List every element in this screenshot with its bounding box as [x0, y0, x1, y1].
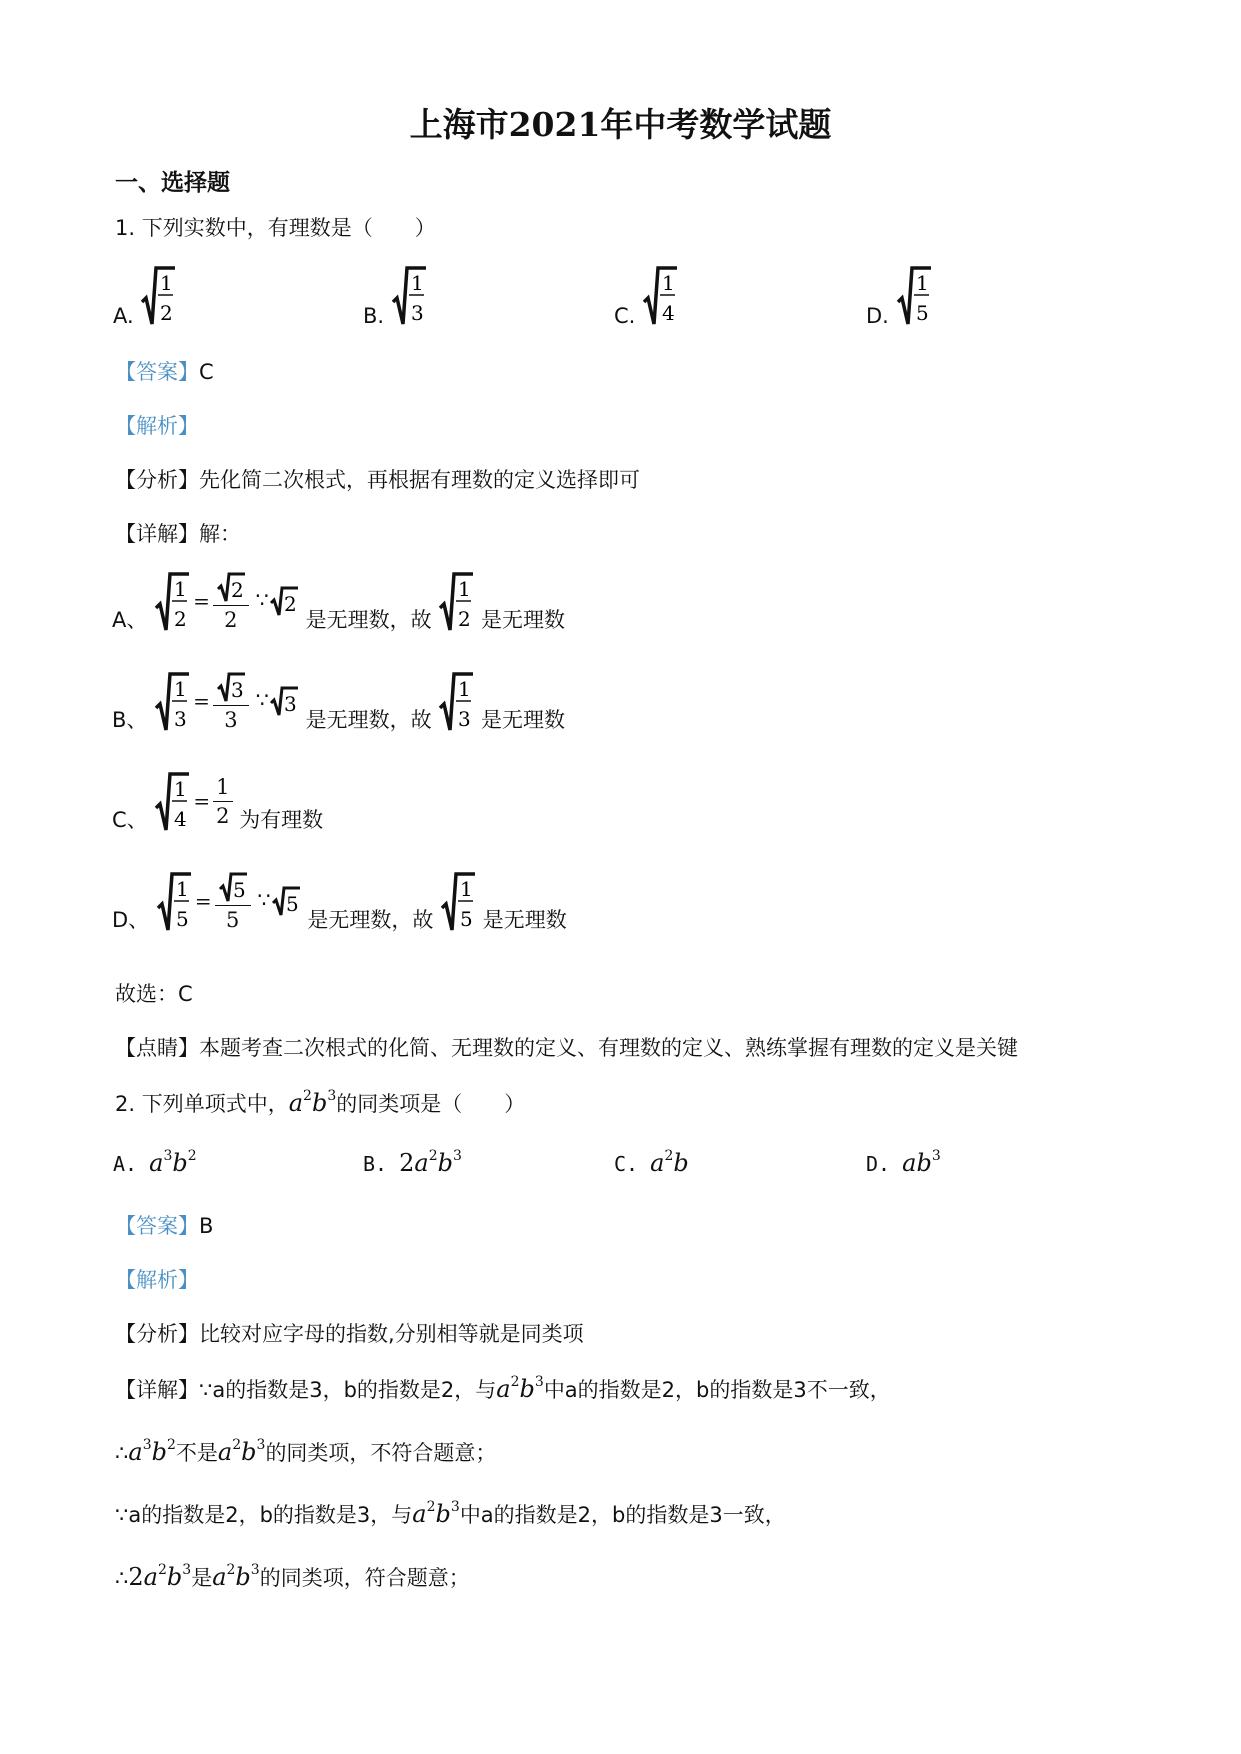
q1-option-c — [614, 262, 678, 328]
rad-num: 1 — [160, 271, 174, 295]
q2-option-c: C. $a^2b$ — [614, 1148, 689, 1177]
rad-den: 2 — [160, 301, 174, 325]
svg-text:1: 1 — [458, 677, 472, 701]
q2-option-d: D. $ab^3$ — [866, 1148, 941, 1177]
q2-detail-1: 【详解】∵a的指数是3，b的指数是2，与$a^2b^3$中a的指数是2，b的指数是3不一致， — [115, 1374, 891, 1403]
q1-stem: 1. 下列实数中，有理数是（ ） — [115, 216, 436, 240]
q1-detail-a: A、 1 2 = $\frac{2}{2}$ ∵ 2 是无理数，故 1 2 是无理数 — [112, 568, 565, 634]
svg-text:1: 1 — [174, 677, 187, 701]
option-letter: C. — [614, 304, 636, 328]
q1-answer — [115, 356, 214, 386]
q2-answer: 【答案】B — [115, 1214, 214, 1238]
q2-detail-3: ∵a的指数是2，b的指数是3，与$a^2b^3$中a的指数是2，b的指数是3一致， — [115, 1499, 786, 1528]
sqrt-fraction — [438, 568, 474, 634]
detail-label: A、 — [112, 608, 148, 632]
svg-text:1: 1 — [174, 777, 188, 801]
svg-text:2: 2 — [174, 607, 187, 631]
option-letter: B. — [363, 304, 385, 328]
sqrt-fraction — [642, 262, 678, 328]
detail-label: D、 — [112, 908, 150, 932]
q2-detail-2: $\therefore a^3b^2$不是$a^2b^3$的同类项，不符合题意； — [115, 1437, 497, 1466]
answer-tag: 【答案】 — [115, 360, 199, 384]
svg-text:3: 3 — [283, 692, 297, 716]
svg-text:5: 5 — [232, 877, 246, 902]
option-letter: A. — [113, 304, 134, 328]
svg-text:1: 1 — [458, 577, 471, 601]
svg-text:5: 5 — [285, 892, 299, 916]
svg-text:3: 3 — [458, 707, 472, 731]
q1-option-a — [113, 262, 176, 328]
svg-text:5: 5 — [175, 907, 189, 931]
q1-guxuan: 故选：C — [115, 982, 193, 1006]
q2-option-b: B. $2a^2b^3$ — [363, 1148, 462, 1177]
q1-detail-c: C、 1 4 = $\frac{1}{2}$ 为有理数 — [112, 774, 324, 832]
svg-text:1: 1 — [174, 577, 187, 601]
sqrt-fraction — [391, 262, 427, 328]
svg-text:3: 3 — [230, 677, 244, 702]
svg-text:1: 1 — [460, 877, 473, 901]
q2-option-a: A. $a^3b^2$ — [113, 1148, 197, 1177]
option-letter: D. — [866, 304, 889, 328]
svg-text:5: 5 — [460, 907, 473, 931]
rad-num: 1 — [915, 271, 929, 295]
rad-den: 3 — [410, 301, 424, 325]
q1-option-d — [866, 262, 932, 328]
q2-fenxi: 【分析】比较对应字母的指数,分别相等就是同类项 — [115, 1322, 584, 1346]
rad-den: 5 — [915, 301, 929, 325]
q2-detail-4: $\therefore 2a^2b^3$是$a^2b^3$的同类项，符合题意； — [115, 1562, 470, 1591]
sqrt-fraction — [140, 262, 176, 328]
q1-dianjing: 【点睛】本题考查二次根式的化简、无理数的定义、有理数的定义、熟练掌握有理数的定义是关键 — [115, 1036, 1018, 1060]
q2-stem: 2. 下列单项式中，$a^2b^3$的同类项是（ ） — [115, 1088, 526, 1117]
sqrt-fraction — [154, 568, 190, 634]
detail-label: C、 — [112, 808, 148, 832]
q1-xiangjie: 【详解】解： — [115, 522, 241, 546]
q1-detail-b: B、 1 3 = $\frac{3}{3}$ ∵ 3 是无理数，故 1 3 是无理数 — [112, 668, 565, 734]
svg-text:3: 3 — [174, 707, 187, 731]
q1-analysis-tag: 【解析】 — [115, 414, 199, 438]
section-heading: 一、选择题 — [115, 170, 230, 196]
rad-den: 4 — [662, 301, 675, 325]
rationalized-fraction: $\frac{2}{2}$ — [213, 571, 249, 632]
sqrt-fraction — [896, 262, 932, 328]
detail-label: B、 — [112, 708, 148, 732]
q2-analysis-tag: 【解析】 — [115, 1268, 199, 1292]
rad-num: 1 — [662, 271, 675, 295]
answer-value: C — [199, 360, 214, 384]
page-title: 上海市2021年中考数学试题 — [409, 105, 832, 144]
q1-fenxi: 【分析】先化简二次根式，再根据有理数的定义选择即可 — [115, 468, 640, 492]
monomial: $a^2b^3$ — [288, 1088, 337, 1117]
svg-text:2: 2 — [458, 607, 471, 631]
q1-detail-d: D、 1 5 = $\frac{5}{5}$ ∵ 5 是无理数，故 1 5 是无理数 — [112, 868, 567, 934]
svg-text:2: 2 — [230, 577, 244, 602]
svg-text:1: 1 — [175, 877, 189, 901]
q1-option-b — [363, 262, 427, 328]
svg-text:4: 4 — [174, 807, 188, 831]
svg-text:2: 2 — [283, 592, 297, 616]
rad-num: 1 — [410, 271, 424, 295]
